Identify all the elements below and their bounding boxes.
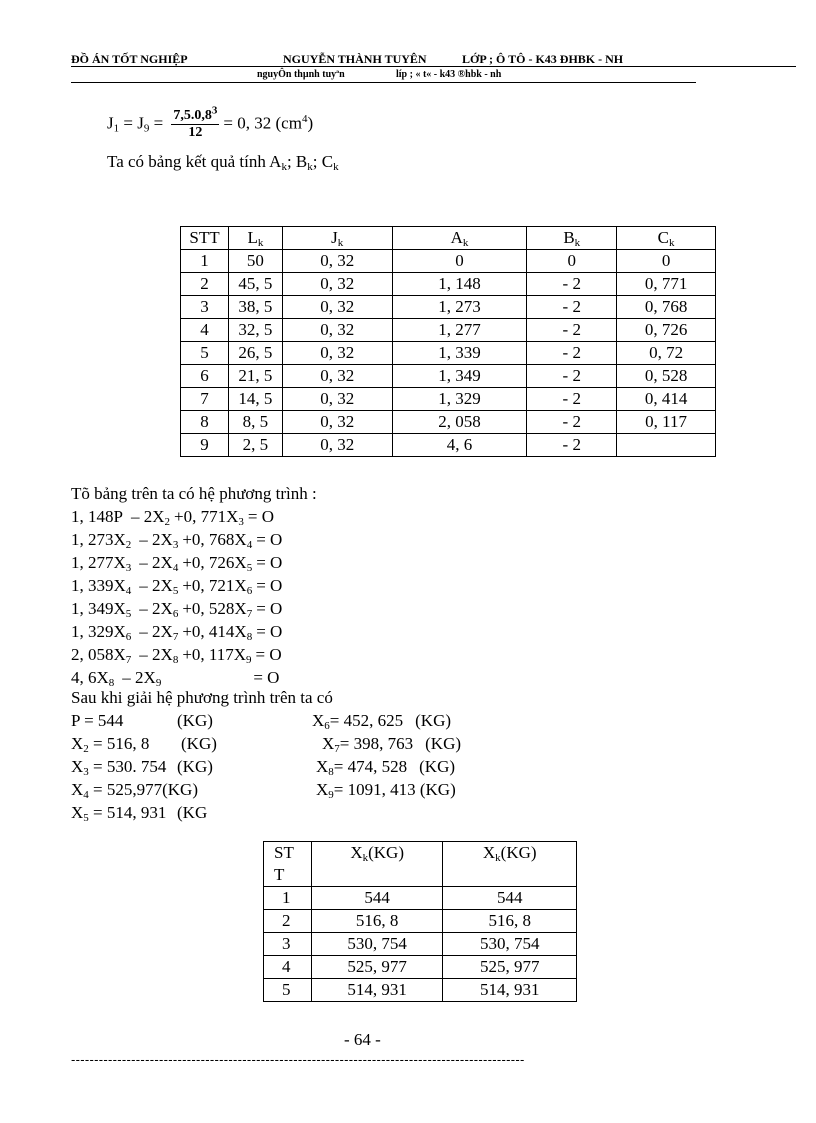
result-table [263, 841, 577, 1002]
table-cell: 1, 273 [392, 296, 527, 319]
table-cell: 544 [311, 887, 443, 910]
table-row [264, 910, 577, 933]
header-sub-class: líp ; « t« - k43 ®hbk - nh [396, 69, 502, 80]
table-cell: 0 [617, 250, 716, 273]
table-cell: 14, 5 [228, 388, 282, 411]
table-cell: 1, 349 [392, 365, 527, 388]
xk-header-2: $X_k(KG)$ [443, 842, 577, 887]
stt-header: ST T [264, 842, 312, 887]
table-cell: 0 [527, 250, 617, 273]
table-header-row [264, 842, 577, 887]
table-cell: 1, 329 [392, 388, 527, 411]
inertia-formula: $J_1 = J_9$ = $\frac{7,5.0,8^3}{12}$ = 0, 32 $(cm^4)$ [107, 104, 314, 140]
table-cell: 2 [264, 910, 312, 933]
table-cell: 0, 117 [617, 411, 716, 434]
table-cell: 0, 32 [282, 342, 392, 365]
result-value: $X_9= 1091$, 413 (KG) [316, 780, 456, 801]
result-value: $X_8= 474$, 528 (KG) [316, 757, 456, 778]
table-cell: 5 [181, 342, 229, 365]
column-header: $J_k$ [282, 227, 392, 250]
table-cell [617, 434, 716, 457]
table-cell: 0, 32 [282, 250, 392, 273]
table-header-row [181, 227, 716, 250]
table-row [181, 342, 716, 365]
table-row [181, 273, 716, 296]
table-cell: 1, 277 [392, 319, 527, 342]
table-cell: 0, 72 [617, 342, 716, 365]
table-row [181, 434, 716, 457]
table-cell: 0, 528 [617, 365, 716, 388]
table-cell: 0, 32 [282, 434, 392, 457]
result-value: $X_6= 452$, 625 (KG) [312, 711, 452, 732]
equation-line: 4, $6X_8 - 2X_9 = O$ [71, 668, 280, 689]
table-cell: 544 [443, 887, 577, 910]
table-cell: 38, 5 [228, 296, 282, 319]
table-cell: 0, 726 [617, 319, 716, 342]
column-header: $B_k$ [527, 227, 617, 250]
table-cell: 0, 32 [282, 319, 392, 342]
table-cell: 0, 771 [617, 273, 716, 296]
table-cell: - 2 [527, 319, 617, 342]
table-cell: 2, 058 [392, 411, 527, 434]
column-header: $L_k$ [228, 227, 282, 250]
table-cell: - 2 [527, 434, 617, 457]
fraction: $\frac{7,5.0,8^3}{12}$ [173, 104, 218, 140]
table-cell: 0, 32 [282, 365, 392, 388]
table-cell: 3 [264, 933, 312, 956]
table-cell: 4 [181, 319, 229, 342]
table-cell: 8, 5 [228, 411, 282, 434]
result-value: $X_3 = 530$. 754 (KG) [71, 757, 213, 778]
table-cell: 26, 5 [228, 342, 282, 365]
equation-line: 1, $148P - 2X_2 +0$, $771X_3 = O$ [71, 507, 274, 528]
table-cell: 32, 5 [228, 319, 282, 342]
equation-line: 1, $273X_2 - 2X_3 +0$, $768X_4 = O$ [71, 530, 283, 551]
footer-rule: -------------------------------------------------------------------------------------------------- [71, 1052, 525, 1067]
table-cell: - 2 [527, 411, 617, 434]
table-cell: 8 [181, 411, 229, 434]
table-cell: - 2 [527, 296, 617, 319]
table-cell: 525, 977 [311, 956, 443, 979]
xk-header: $X_k(KG)$ [311, 842, 443, 887]
table-cell: 0, 414 [617, 388, 716, 411]
table-row [264, 979, 577, 1002]
table-row [181, 250, 716, 273]
table-cell: 4, 6 [392, 434, 527, 457]
table-row [264, 956, 577, 979]
table-row [181, 388, 716, 411]
equation-line: 1, $339X_4 - 2X_5 +0$, $721X_6 = O$ [71, 576, 283, 597]
intro-text: Ta có bảng kết quả tính $A_k$; $B_k$; $C_k$ [107, 152, 339, 173]
table-cell: 0, 32 [282, 388, 392, 411]
table-cell: - 2 [527, 342, 617, 365]
page-number: - 64 - [344, 1030, 381, 1049]
equation-line: 1, $349X_5 - 2X_6 +0$, $528X_7 = O$ [71, 599, 283, 620]
table-row [264, 933, 577, 956]
table-cell: 0 [392, 250, 527, 273]
table-cell: 4 [264, 956, 312, 979]
equation-line: 1, $329X_6 - 2X_7 +0$, $414X_8 = O$ [71, 622, 283, 643]
table-cell: 6 [181, 365, 229, 388]
table-cell: 3 [181, 296, 229, 319]
table-cell: - 2 [527, 273, 617, 296]
header-sub-author: nguyÔn thµnh tuyªn [257, 69, 345, 80]
table-cell: - 2 [527, 365, 617, 388]
table-cell: 516, 8 [311, 910, 443, 933]
header-rule [71, 66, 796, 67]
table-cell: 2 [181, 273, 229, 296]
column-header: $C_k$ [617, 227, 716, 250]
table-cell: 525, 977 [443, 956, 577, 979]
table-cell: 530, 754 [311, 933, 443, 956]
header-author: NGUYỄN THÀNH TUYÊN [283, 52, 427, 66]
table-cell: 530, 754 [443, 933, 577, 956]
table-cell: 1 [181, 250, 229, 273]
table-row [181, 296, 716, 319]
table-cell: 0, 768 [617, 296, 716, 319]
table-cell: 21, 5 [228, 365, 282, 388]
table-cell: 516, 8 [443, 910, 577, 933]
table-cell: 514, 931 [311, 979, 443, 1002]
table-cell: 7 [181, 388, 229, 411]
solve-intro: Sau khi giải hệ phương trình trên ta có [71, 688, 333, 707]
equation-line: 2, $058X_7 - 2X_8 +0$, $117X_9 = O$ [71, 645, 282, 666]
table-cell: 9 [181, 434, 229, 457]
result-value: $X_2 = 516$, 8 (KG) [71, 734, 217, 755]
column-header: STT [181, 227, 229, 250]
result-value: $X_7= 398$, 763 (KG) [322, 734, 462, 755]
table-row [181, 411, 716, 434]
table-cell: 1, 148 [392, 273, 527, 296]
table-row [264, 887, 577, 910]
table-cell: 2, 5 [228, 434, 282, 457]
table-cell: 514, 931 [443, 979, 577, 1002]
table-row [181, 365, 716, 388]
table-cell: 1, 339 [392, 342, 527, 365]
table-cell: 50 [228, 250, 282, 273]
table-cell: 5 [264, 979, 312, 1002]
column-header: $A_k$ [392, 227, 527, 250]
result-value: $X_4 = 525,977(KG)$ [71, 780, 198, 801]
table-cell: 1 [264, 887, 312, 910]
equation-line: 1, $277X_3 - 2X_4 +0$, $726X_5 = O$ [71, 553, 283, 574]
header-subrule [71, 82, 696, 83]
table-cell: 0, 32 [282, 411, 392, 434]
table-cell: - 2 [527, 388, 617, 411]
result-value: P = 544 (KG) [71, 711, 213, 730]
header-class: LỚP ; Ô TÔ - K43 ĐHBK - NH [462, 52, 624, 66]
table-cell: 0, 32 [282, 273, 392, 296]
coefficient-table [180, 226, 716, 457]
header-left: ĐỒ ÁN TỐT NGHIỆP [71, 52, 188, 66]
result-value: $X_5 = 514$, 931 (KG [71, 803, 208, 824]
system-title: Tõ bảng trên ta có hệ phương trình : [71, 484, 317, 503]
table-row [181, 319, 716, 342]
table-cell: 0, 32 [282, 296, 392, 319]
table-cell: 45, 5 [228, 273, 282, 296]
